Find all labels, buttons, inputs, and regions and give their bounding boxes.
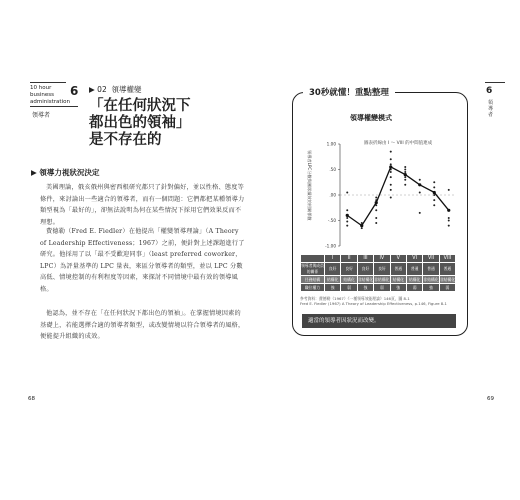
data-point — [375, 209, 377, 211]
data-point — [448, 217, 450, 219]
data-point — [448, 220, 450, 222]
table-row-label: 職位權力 — [301, 284, 325, 292]
table-cell: 強 — [325, 284, 341, 292]
table-cell: 強 — [357, 284, 373, 292]
table-cell: 普通 — [439, 263, 455, 276]
table-cell: 普通 — [406, 263, 422, 276]
section-heading-text: 領導力視狀況決定 — [39, 168, 100, 177]
table-cell: 非結構化 — [439, 276, 456, 282]
table-header-cell: II — [341, 255, 357, 263]
section-label-right: 領導者 — [488, 100, 494, 118]
table-cell: 普通 — [390, 263, 406, 276]
data-point — [346, 221, 348, 223]
diagram-title: 領導權變模式 — [350, 114, 392, 122]
source-line: 參考資料：費德勒（1967）《一種領導效能理論》146頁，圖 8-1 — [300, 296, 410, 301]
data-point — [375, 217, 377, 219]
table-cell: 弱 — [406, 284, 422, 292]
y-tick-label: 1.00 — [326, 141, 336, 147]
page-number-right: 69 — [487, 396, 494, 402]
data-point — [448, 189, 450, 191]
subchapter-arrow-icon: ▶ — [89, 85, 95, 94]
data-point — [390, 176, 392, 178]
heading-arrow-icon: ▶ — [31, 168, 37, 177]
chapter-number-right: 6 — [486, 86, 493, 96]
table-row — [301, 276, 456, 284]
data-point — [433, 186, 435, 188]
data-point — [390, 189, 392, 191]
data-point — [448, 225, 450, 227]
data-point — [419, 191, 421, 193]
table-cell: 良好 — [374, 263, 390, 276]
median-point — [447, 209, 450, 212]
data-point — [404, 179, 406, 181]
table-cell: 結構化 — [406, 276, 422, 284]
table-header-cell: I — [325, 255, 341, 263]
title-line: 「在任何狀況下 — [89, 98, 191, 114]
y-tick-label: -.50 — [327, 218, 336, 223]
data-point — [404, 166, 406, 168]
y-tick-label: -1.00 — [325, 243, 336, 249]
chart-note: 圖表折線由 I ～ VIII 的中間值連成 — [364, 141, 433, 146]
data-point — [404, 171, 406, 173]
data-point — [375, 197, 377, 199]
y-axis-label: 領導者LPC分數與團隊績效的相關係數 — [307, 150, 312, 221]
subchapter-title: 領導權變 — [111, 85, 142, 94]
data-point — [346, 191, 348, 193]
data-point — [404, 176, 406, 178]
table-cell: 弱 — [341, 284, 357, 292]
data-point — [419, 179, 421, 181]
section-heading — [31, 167, 99, 178]
table-row-label: 領導者與成員的關係 — [301, 263, 324, 274]
y-tick-label: .50 — [329, 167, 336, 172]
table-row — [301, 263, 456, 276]
data-point — [433, 181, 435, 183]
table-cell: 強 — [423, 284, 439, 292]
table-header-cell: VI — [406, 255, 422, 263]
right-page — [260, 0, 520, 500]
page-title — [89, 98, 191, 149]
data-point — [346, 209, 348, 211]
table-cell: 非結構化 — [374, 276, 390, 282]
data-point — [404, 169, 406, 171]
series-line: administration — [30, 99, 70, 105]
title-line: 都出色的領袖」 — [89, 115, 191, 131]
data-point — [404, 184, 406, 186]
subchapter-heading — [89, 84, 142, 95]
table-cell: 弱 — [374, 284, 390, 292]
median-line — [347, 167, 449, 226]
table-cell: 良好 — [341, 263, 357, 276]
data-point — [361, 227, 363, 229]
paragraph-1: 美國理論，俄亥俄州與密西根研究都只了針對偏好，並以性格、態度等條件，來討論出一些適合的領導者，而有一個問題：它們都把某種領導力類型視為「最好的」，卻無法說明為何在某些情況下採用它們效果反而不理想。 — [40, 184, 245, 226]
table-cell: 弱 — [439, 284, 455, 292]
median-point — [360, 224, 363, 227]
summary-text: 適當的領導者因狀況而改變。 — [308, 318, 380, 324]
data-point — [433, 204, 435, 206]
contingency-chart — [300, 130, 460, 250]
data-point — [390, 184, 392, 186]
subchapter-number: 02 — [97, 85, 107, 94]
paragraph-3: 他認為，並不存在「在任何狀況下都出色的領袖」。在掌握情境因素的基礎上，若能選擇合適的領導者類型，或改變情境以符合領導者的風格，便能提升組織的成效。 — [40, 310, 245, 340]
data-point — [375, 222, 377, 224]
table-header-cell: VII — [423, 255, 439, 263]
data-point — [390, 197, 392, 199]
table-header-cell: IV — [374, 255, 390, 263]
table-header-cell: VIII — [439, 255, 455, 263]
title-line: 是不存在的 — [89, 132, 162, 148]
data-point — [433, 199, 435, 201]
table-cell: 結構化 — [325, 276, 341, 284]
series-line: 10 hour — [30, 85, 52, 91]
y-tick-label: .00 — [329, 192, 336, 198]
table-row-label: 任務結構 — [301, 276, 325, 284]
table-cell: 強 — [390, 284, 406, 292]
table-cell: 普通 — [423, 263, 439, 276]
table-row — [301, 284, 456, 292]
median-point — [418, 183, 421, 186]
data-point — [346, 217, 348, 219]
source-line: Fred E. Fiedler (1967) A Theory of Leadership Effectiveness, p.146, Figure 8-1 — [300, 301, 447, 306]
box-title: 30秒就懂！重點整理 — [303, 84, 395, 100]
table-header-cell: V — [390, 255, 406, 263]
summary-bar — [302, 314, 456, 328]
data-point — [390, 171, 392, 173]
table-cell: 良好 — [325, 263, 341, 276]
situation-table — [300, 254, 456, 292]
series-line: business — [30, 92, 54, 98]
chapter-number: 6 — [70, 84, 79, 98]
table-header-cell: III — [357, 255, 373, 263]
table-cell: 非結構化 — [423, 276, 439, 282]
table-cell: 非結構化 — [357, 276, 374, 282]
section-label: 領導者 — [32, 112, 51, 119]
median-point — [346, 214, 349, 217]
median-point — [433, 191, 436, 194]
table-cell: 結構化 — [341, 276, 357, 284]
data-point — [419, 212, 421, 214]
page-number: 68 — [28, 396, 35, 402]
median-point — [375, 201, 378, 204]
series-label — [30, 82, 70, 106]
table-cell: 良好 — [357, 263, 373, 276]
data-point — [346, 225, 348, 227]
data-point — [390, 158, 392, 160]
median-point — [404, 173, 407, 176]
data-point — [390, 151, 392, 153]
data-point — [390, 163, 392, 165]
median-point — [389, 165, 392, 168]
source-note — [300, 296, 447, 306]
table-cell: 結構化 — [390, 276, 406, 284]
paragraph-2: 費德勒（Fred E. Fiedler）在他提出「權變領導理論」（A Theory of Leadership Effectiveness；1967）之前，便針對上述課題進行了研究。他採用了以「最不受歡迎同事」（least preferred coworker，LPC）為評量基準的 LPC 量表，來區分領導者的類型，並以 LPC 分數高低、情境控制的有利程度等因素，來探討不同情境中最有效的領導風格。 — [40, 228, 245, 293]
